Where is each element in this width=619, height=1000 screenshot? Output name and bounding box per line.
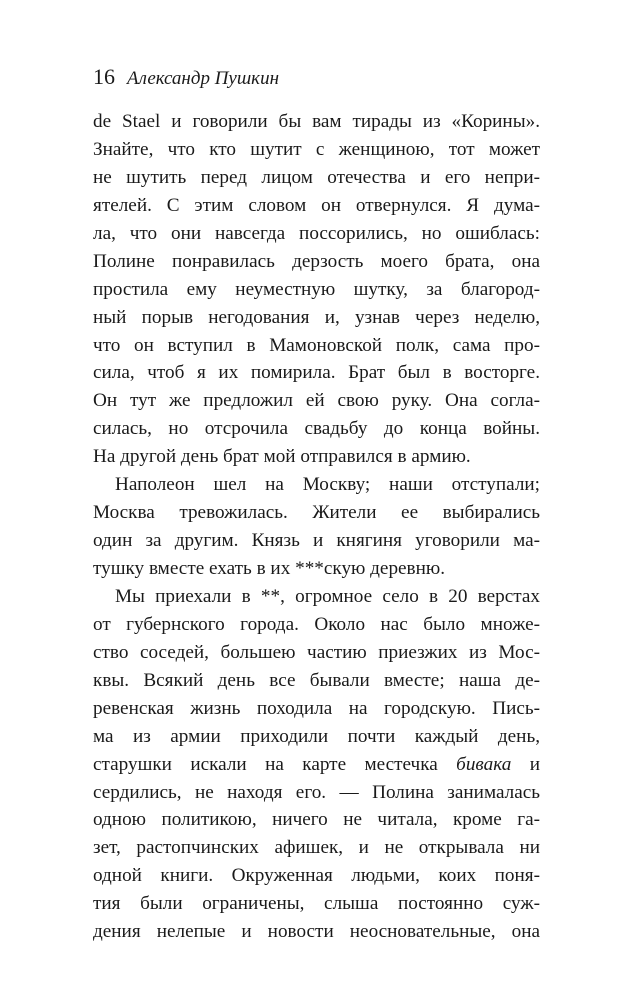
- text-segment: квы. Всякий день все бывали вместе; наша де-: [93, 669, 540, 691]
- text-segment: сила, чтоб я их помирила. Брат был в восторге.: [93, 362, 540, 384]
- text-segment: тия были ограничены, слыша постоянно суж-: [93, 893, 540, 915]
- text-segment: ревенская жизнь походила на городскую. Пись-: [93, 697, 540, 719]
- paragraph: [93, 471, 540, 583]
- text-line: [93, 192, 540, 220]
- text-segment: один за другим. Князь и княгиня уговорили ма-: [93, 530, 540, 552]
- text-segment: одною политикою, ничего не читала, кроме га-: [93, 809, 540, 831]
- text-segment: ма из армии приходили почти каждый день,: [93, 725, 540, 747]
- text-line: [93, 862, 540, 890]
- text-line: [93, 890, 540, 918]
- text-line: [93, 164, 540, 192]
- text-line: [93, 248, 540, 276]
- text-segment: и: [511, 753, 540, 775]
- text-line: [93, 751, 540, 779]
- text-segment: Полине понравилась дерзость моего брата, она: [93, 250, 540, 272]
- paragraph: [93, 583, 540, 946]
- text-line: [93, 304, 540, 332]
- text-line: [93, 332, 540, 360]
- text-line: [93, 359, 540, 387]
- text-segment: силась, но отсрочила свадьбу до конца войны.: [93, 418, 540, 440]
- text-segment: сердились, не находя его. — Полина занималась: [93, 781, 540, 803]
- text-line: [93, 611, 540, 639]
- text-segment: Москва тревожилась. Жители ее выбирались: [93, 502, 540, 524]
- emphasized-text: бивака: [456, 753, 512, 775]
- text-segment: дения нелепые и новости неосновательные, она: [93, 921, 540, 943]
- text-line: [93, 583, 540, 611]
- text-line: [93, 695, 540, 723]
- text-line: [93, 918, 540, 946]
- text-segment: ный порыв негодования и, узнав через неделю,: [93, 306, 540, 328]
- text-line: [93, 499, 540, 527]
- text-segment: de Stael и говорили бы вам тирады из «Корины».: [93, 111, 540, 132]
- text-segment: На другой день брат мой отправился в армию.: [93, 446, 471, 468]
- text-line: [93, 639, 540, 667]
- text-segment: от губернского города. Около нас было множе-: [93, 613, 540, 635]
- text-segment: что он вступил в Мамоновской полк, сама про-: [93, 334, 540, 356]
- text-segment: Он тут же предложил ей свою руку. Она согла-: [93, 390, 540, 412]
- text-segment: не шутить перед лицом отечества и его непри-: [93, 166, 540, 188]
- text-line: [93, 220, 540, 248]
- text-segment: простила ему неуместную шутку, за благород-: [93, 278, 540, 300]
- page-number: 16: [93, 64, 115, 89]
- text-line: [93, 723, 540, 751]
- text-segment: ство соседей, большею частию приезжих из Мос-: [93, 641, 540, 663]
- text-line: [93, 276, 540, 304]
- text-segment: ла, что они навсегда поссорились, но ошиблась:: [93, 222, 540, 244]
- body-text: [93, 108, 540, 946]
- running-header: [93, 64, 279, 90]
- text-segment: Мы приехали в **, огромное село в 20 верстах: [115, 585, 540, 607]
- text-line: [93, 779, 540, 807]
- text-segment: ятелей. С этим словом он отвернулся. Я дума-: [93, 194, 540, 216]
- text-line: [93, 387, 540, 415]
- paragraph: [93, 108, 540, 471]
- text-line: [93, 136, 540, 164]
- text-segment: тушку вместе ехать в их ***скую деревню.: [93, 558, 446, 579]
- text-segment: одной книги. Окруженная людьми, коих поня-: [93, 865, 540, 887]
- text-line: [93, 471, 540, 499]
- text-line: [93, 806, 540, 834]
- text-segment: Знайте, что кто шутит с женщиною, тот может: [93, 138, 540, 160]
- text-segment: Наполеон шел на Москву; наши отступали;: [115, 474, 540, 496]
- text-segment: зет, растопчинских афишек, и не открывала ни: [93, 837, 540, 859]
- text-line: [93, 415, 540, 443]
- text-line: [93, 555, 540, 583]
- text-line: [93, 834, 540, 862]
- text-line: [93, 667, 540, 695]
- text-line: [93, 443, 540, 471]
- running-header-author: Александр Пушкин: [127, 68, 279, 89]
- text-line: [93, 527, 540, 555]
- text-segment: старушки искали на карте местечка: [93, 753, 457, 775]
- text-line: [93, 108, 540, 136]
